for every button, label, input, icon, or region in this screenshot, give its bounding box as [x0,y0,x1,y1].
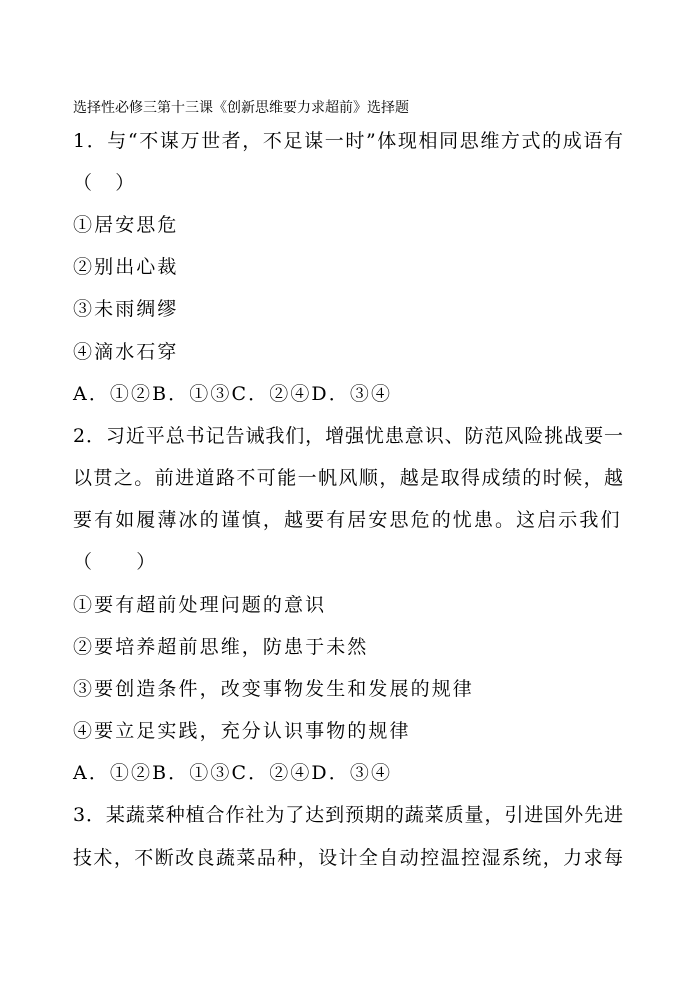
document-title: 选择性必修三第十三课《创新思维要力求超前》选择题 [73,100,409,116]
q3-stem-line-1: 3．某蔬菜种植合作社为了达到预期的蔬菜质量，引进国外先进 [73,804,623,826]
q2-blank: （ ） [73,551,158,573]
q1-option-1: ①居安思危 [73,214,179,236]
q2-stem-line-1: 2．习近平总书记告诫我们，增强忧患意识、防范风险挑战要一 [73,425,623,447]
q1-option-2: ②别出心裁 [73,256,179,278]
q2-choices: A．①②B．①③C．②④D．③④ [73,762,393,784]
q1-choices: A．①②B．①③C．②④D．③④ [73,383,393,405]
q2-stem-line-2: 以贯之。前进道路不可能一帆风顺，越是取得成绩的时候，越 [73,467,623,489]
q2-stem-line-3: 要有如履薄冰的谨慎，越要有居安思危的忧患。这启示我们 [73,509,622,531]
q2-option-1: ①要有超前处理问题的意识 [73,594,327,616]
q2-option-2: ②要培养超前思维，防患于未然 [73,636,369,658]
q2-option-4: ④要立足实践，充分认识事物的规律 [73,720,411,742]
q1-stem-line-1: 1．与“不谋万世者，不足谋一时”体现相同思维方式的成语有 [73,130,623,152]
q1-option-4: ④滴水石穿 [73,341,179,363]
q2-option-3: ③要创造条件，改变事物发生和发展的规律 [73,678,474,700]
q1-option-3: ③未雨绸缪 [73,298,179,320]
q3-stem-line-2: 技术，不断改良蔬菜品种，设计全自动控温控湿系统，力求每 [73,847,623,869]
q1-blank: （ ） [73,172,137,194]
